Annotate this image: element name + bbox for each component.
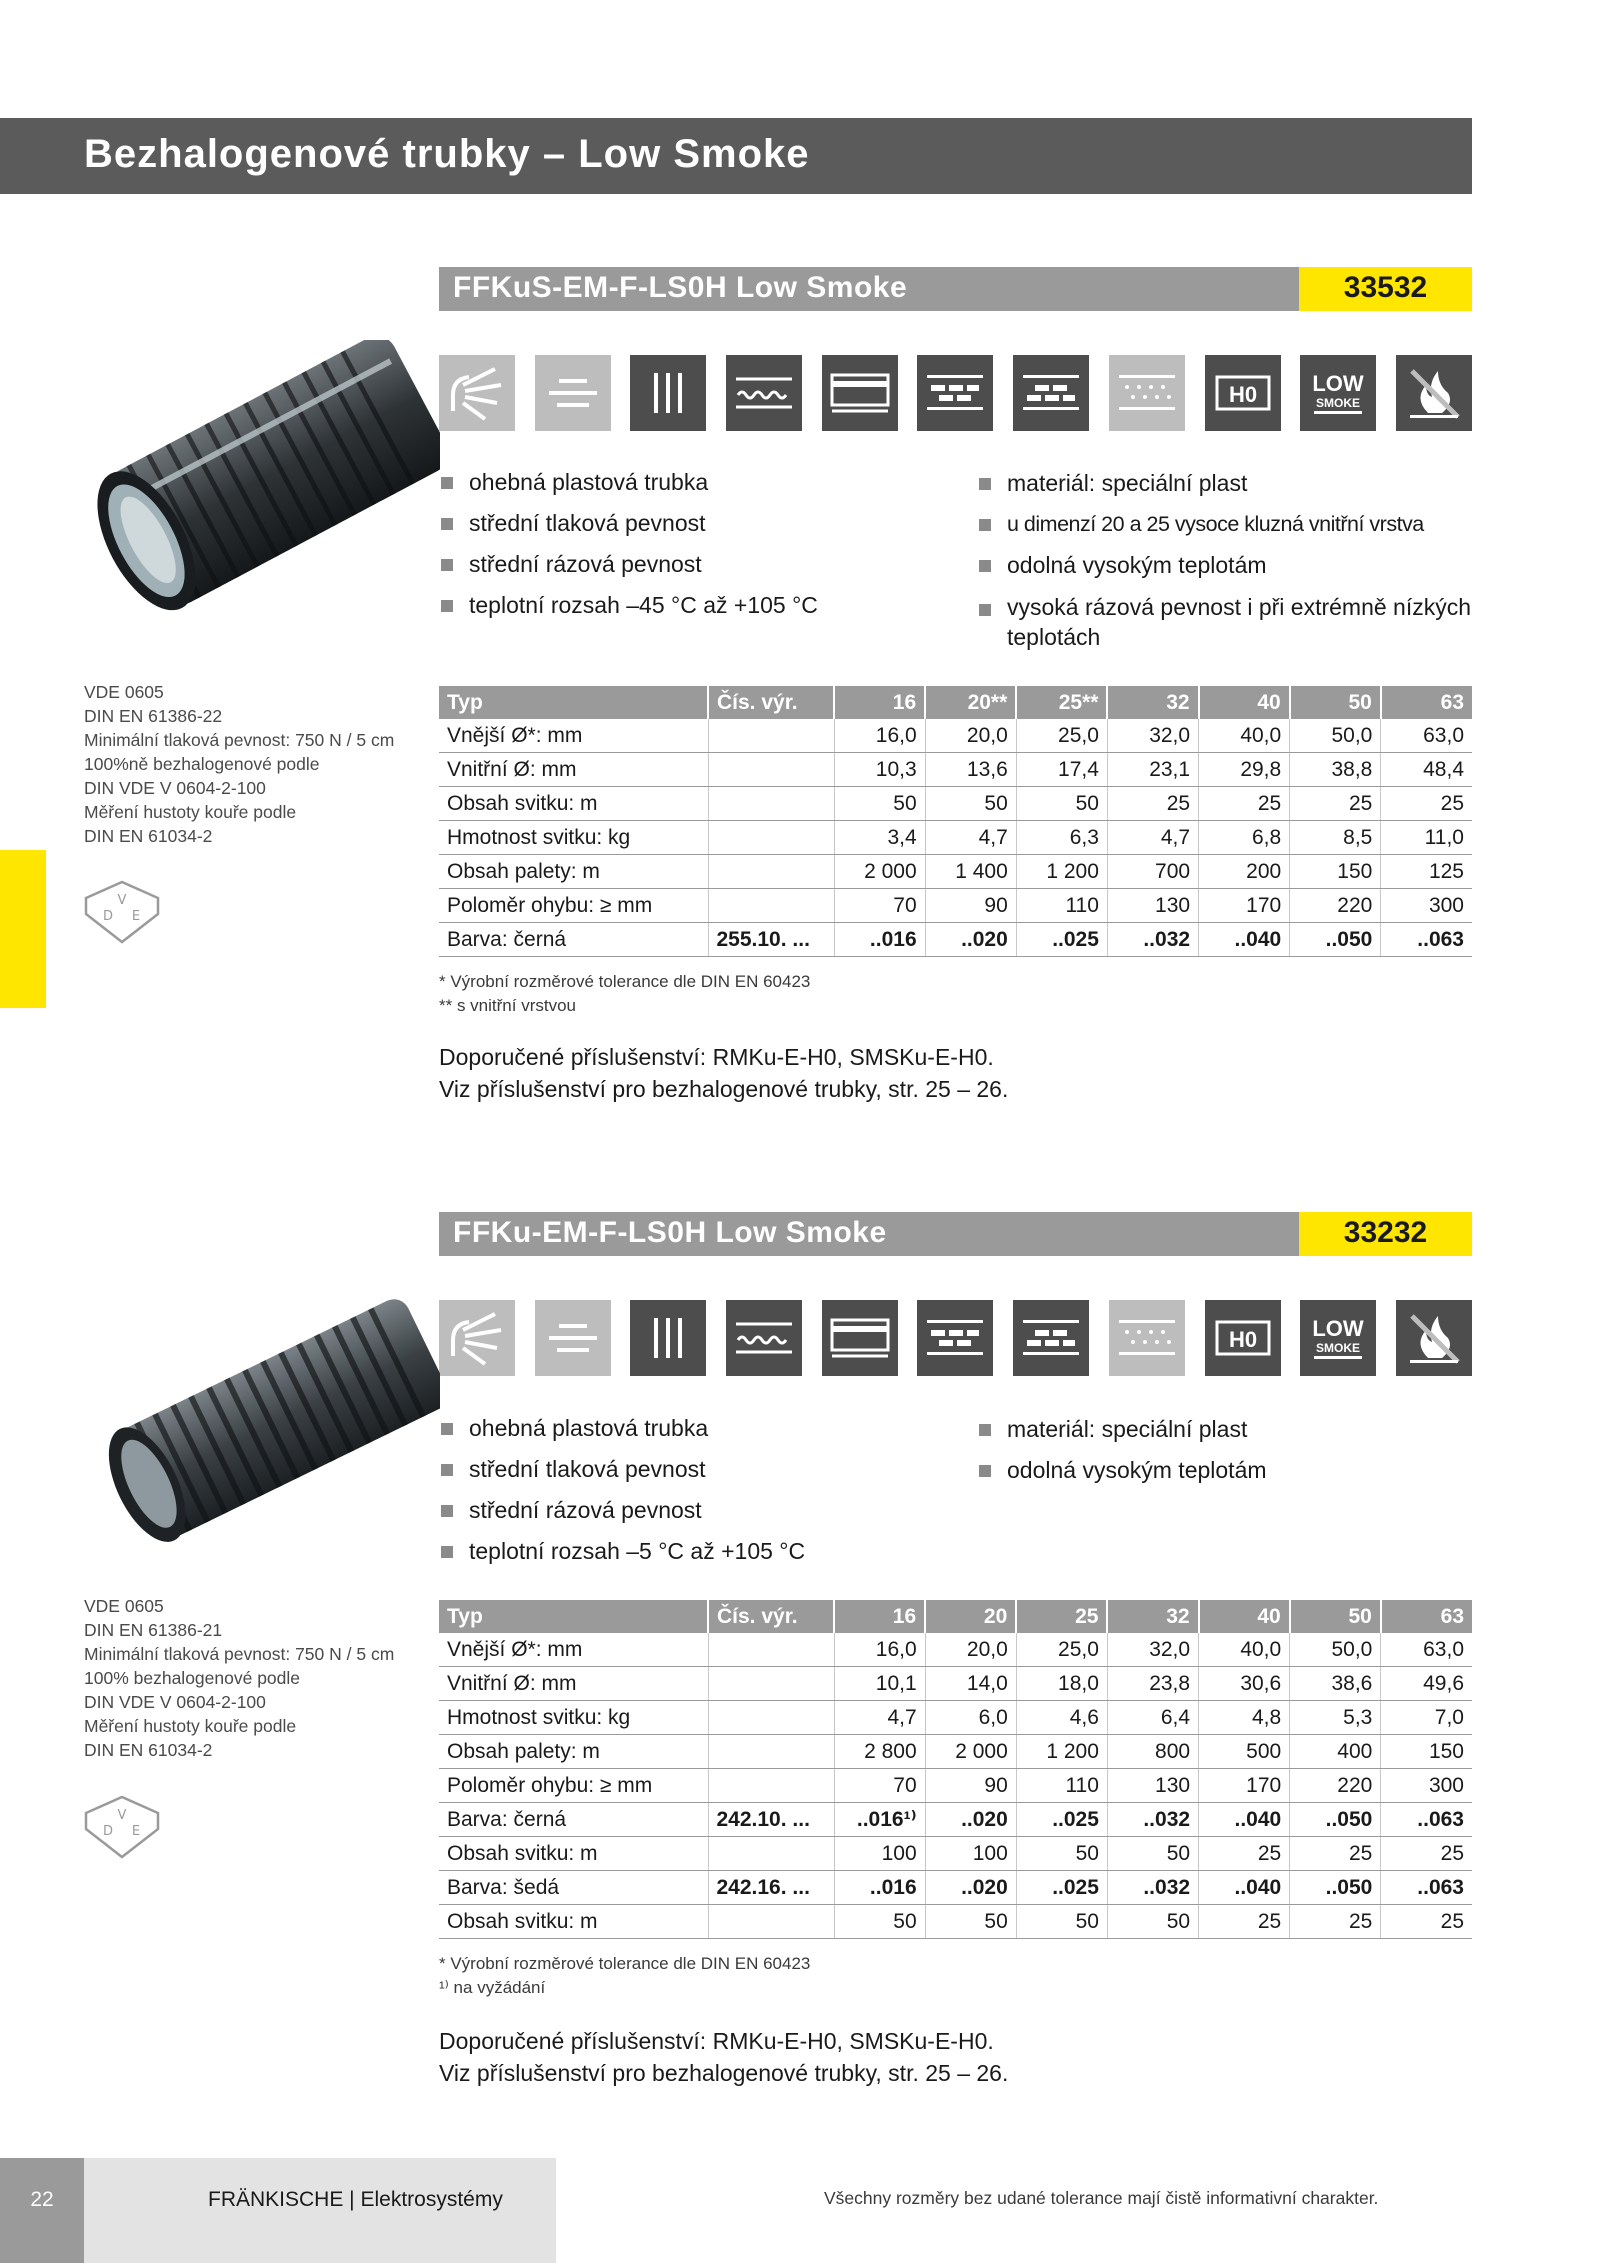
- table-cell: 6,8: [1199, 821, 1290, 855]
- low-smoke-icon: [1300, 1300, 1376, 1376]
- vde-mark-icon: [84, 880, 160, 944]
- table-cell: 700: [1107, 855, 1198, 889]
- feature-item: teplotní rozsah –5 °C až +105 °C: [439, 1531, 959, 1572]
- table-cell: 800: [1107, 1735, 1198, 1769]
- table-cell: ..025: [1016, 1871, 1107, 1905]
- column-header: Typ: [439, 1600, 708, 1633]
- product-title-bar: [439, 1212, 1299, 1256]
- table-cell: 200: [1199, 855, 1290, 889]
- product-code: 33532: [1343, 271, 1428, 304]
- table-cell: 30,6: [1199, 1667, 1290, 1701]
- no-fire-spread-icon: [1396, 1300, 1472, 1376]
- product-title-bar: [439, 267, 1299, 311]
- table-cell: 50: [1107, 1905, 1198, 1939]
- table-cell: 7,0: [1381, 1701, 1472, 1735]
- hollow-wall-icon: [1109, 355, 1185, 431]
- table-row: [439, 719, 1472, 753]
- table-cell: 25: [1107, 787, 1198, 821]
- feature-item: materiál: speciální plast: [977, 463, 1472, 504]
- standard-line: DIN VDE V 0604-2-100: [84, 1692, 266, 1712]
- table-cell: [708, 787, 834, 821]
- feature-item: střední tlaková pevnost: [439, 1449, 959, 1490]
- table-cell: ..025: [1016, 1803, 1107, 1837]
- table-cell: 242.16. ...: [708, 1871, 834, 1905]
- features-left: [439, 462, 959, 626]
- table-cell: 4,7: [834, 1701, 925, 1735]
- spec-table: [439, 686, 1472, 957]
- row-label: Obsah svitku: m: [439, 1905, 708, 1939]
- table-cell: 25: [1290, 787, 1381, 821]
- row-label: Barva: černá: [439, 923, 708, 957]
- accessories-line: Doporučené příslušenství: RMKu-E-H0, SMSKu-E-H0.: [439, 1044, 994, 1070]
- table-cell: 29,8: [1199, 753, 1290, 787]
- property-icons: [439, 1300, 1472, 1376]
- table-cell: 63,0: [1381, 1633, 1472, 1667]
- table-header-row: [439, 686, 1472, 719]
- column-header: 16: [834, 686, 925, 719]
- table-row: [439, 1803, 1472, 1837]
- table-cell: 8,5: [1290, 821, 1381, 855]
- table-cell: 49,6: [1381, 1667, 1472, 1701]
- table-row: [439, 1837, 1472, 1871]
- table-cell: ..063: [1381, 1803, 1472, 1837]
- section-tab-marker: [0, 850, 46, 1008]
- table-cell: 50,0: [1290, 719, 1381, 753]
- masonry-icon: [1013, 355, 1089, 431]
- feature-item: u dimenzí 20 a 25 vysoce kluzná vnitřní vrstva: [977, 504, 1472, 545]
- standard-line: DIN EN 61386-22: [84, 706, 223, 726]
- table-cell: 40,0: [1199, 1633, 1290, 1667]
- table-cell: 150: [1381, 1735, 1472, 1769]
- table-cell: 25: [1290, 1905, 1381, 1939]
- column-header: 32: [1107, 1600, 1198, 1633]
- svg-text:H0: H0: [1228, 1327, 1257, 1352]
- page-number: 22: [30, 2188, 54, 2211]
- embedded-concrete-icon: [726, 355, 802, 431]
- table-cell: 242.10. ...: [708, 1803, 834, 1837]
- column-header: 20: [925, 1600, 1016, 1633]
- table-row: [439, 1769, 1472, 1803]
- table-cell: 220: [1290, 1769, 1381, 1803]
- table-cell: [708, 1769, 834, 1803]
- table-header-row: [439, 1600, 1472, 1633]
- table-cell: 16,0: [834, 719, 925, 753]
- row-label: Hmotnost svitku: kg: [439, 1701, 708, 1735]
- page-title: Bezhalogenové trubky – Low Smoke: [84, 132, 810, 176]
- table-cell: 20,0: [925, 1633, 1016, 1667]
- table-cell: 1 400: [925, 855, 1016, 889]
- table-cell: 10,1: [834, 1667, 925, 1701]
- table-cell: 100: [925, 1837, 1016, 1871]
- table-cell: 6,4: [1107, 1701, 1198, 1735]
- row-label: Poloměr ohybu: ≥ mm: [439, 889, 708, 923]
- standard-line: Měření hustoty kouře podle: [84, 802, 297, 822]
- product-code-badge: [1299, 267, 1472, 311]
- footer-disclaimer: Všechny rozměry bez udané tolerance mají čistě informativní charakter.: [824, 2188, 1379, 2208]
- table-cell: [708, 1633, 834, 1667]
- light-pressure-icon: [535, 355, 611, 431]
- feature-item: ohebná plastová trubka: [439, 1408, 959, 1449]
- table-cell: 70: [834, 889, 925, 923]
- table-cell: ..063: [1381, 923, 1472, 957]
- standard-line: DIN VDE V 0604-2-100: [84, 778, 266, 798]
- table-cell: ..040: [1199, 1803, 1290, 1837]
- table-cell: 40,0: [1199, 719, 1290, 753]
- row-label: Vnější Ø*: mm: [439, 1633, 708, 1667]
- table-cell: 50: [1016, 787, 1107, 821]
- table-cell: 50: [925, 787, 1016, 821]
- feature-item: střední rázová pevnost: [439, 544, 959, 585]
- table-cell: 23,8: [1107, 1667, 1198, 1701]
- uv-resistance-icon: [439, 355, 515, 431]
- table-row: [439, 923, 1472, 957]
- table-cell: 6,0: [925, 1701, 1016, 1735]
- table-row: [439, 1701, 1472, 1735]
- row-label: Obsah palety: m: [439, 855, 708, 889]
- feature-item: materiál: speciální plast: [977, 1409, 1472, 1450]
- table-cell: 25: [1381, 1837, 1472, 1871]
- property-icons: [439, 355, 1472, 431]
- standard-line: VDE 0605: [84, 1596, 164, 1616]
- column-header: Čís. výr.: [708, 686, 834, 719]
- table-cell: 50: [1107, 1837, 1198, 1871]
- table-cell: 500: [1199, 1735, 1290, 1769]
- table-cell: 2 000: [925, 1735, 1016, 1769]
- table-cell: [708, 855, 834, 889]
- column-header: 25**: [1016, 686, 1107, 719]
- standard-line: 100% bezhalogenové podle: [84, 1668, 301, 1688]
- table-cell: 32,0: [1107, 1633, 1198, 1667]
- table-cell: 300: [1381, 889, 1472, 923]
- product-code-badge: [1299, 1212, 1472, 1256]
- table-cell: ..020: [925, 1871, 1016, 1905]
- accessories-note: [439, 1041, 1008, 1105]
- table-cell: 18,0: [1016, 1667, 1107, 1701]
- conduit-photo: [70, 340, 440, 660]
- table-cell: 130: [1107, 889, 1198, 923]
- table-cell: 90: [925, 1769, 1016, 1803]
- feature-item: ohebná plastová trubka: [439, 462, 959, 503]
- table-cell: 150: [1290, 855, 1381, 889]
- embedded-concrete-icon: [726, 1300, 802, 1376]
- surface-mount-icon: [822, 355, 898, 431]
- uv-resistance-icon: [439, 1300, 515, 1376]
- medium-pressure-icon: [630, 1300, 706, 1376]
- table-cell: 25,0: [1016, 1633, 1107, 1667]
- row-label: Vnitřní Ø: mm: [439, 1667, 708, 1701]
- table-cell: 16,0: [834, 1633, 925, 1667]
- halogen-free-icon: [1205, 355, 1281, 431]
- masonry-icon: [1013, 1300, 1089, 1376]
- table-row: [439, 889, 1472, 923]
- table-cell: 4,7: [1107, 821, 1198, 855]
- svg-text:LOW: LOW: [1312, 371, 1364, 396]
- table-row: [439, 1633, 1472, 1667]
- svg-text:SMOKE: SMOKE: [1316, 396, 1361, 410]
- table-cell: ..020: [925, 923, 1016, 957]
- table-cell: 25,0: [1016, 719, 1107, 753]
- footer-page-box: [0, 2158, 84, 2263]
- footnote: * Výrobní rozměrové tolerance dle DIN EN 60423: [439, 972, 811, 991]
- table-cell: 170: [1199, 889, 1290, 923]
- table-cell: 32,0: [1107, 719, 1198, 753]
- product-name: FFKuS-EM-F-LS0H Low Smoke: [453, 271, 908, 304]
- table-cell: ..050: [1290, 1803, 1381, 1837]
- table-cell: 17,4: [1016, 753, 1107, 787]
- table-cell: 25: [1199, 787, 1290, 821]
- table-cell: [708, 889, 834, 923]
- svg-text:SMOKE: SMOKE: [1316, 1341, 1361, 1355]
- table-cell: 63,0: [1381, 719, 1472, 753]
- table-cell: 2 000: [834, 855, 925, 889]
- table-cell: 5,3: [1290, 1701, 1381, 1735]
- table-cell: 23,1: [1107, 753, 1198, 787]
- row-label: Barva: černá: [439, 1803, 708, 1837]
- table-cell: 4,7: [925, 821, 1016, 855]
- table-cell: ..032: [1107, 923, 1198, 957]
- table-row: [439, 787, 1472, 821]
- table-cell: 50: [925, 1905, 1016, 1939]
- table-cell: [708, 1905, 834, 1939]
- column-header: 50: [1290, 686, 1381, 719]
- standard-line: DIN EN 61034-2: [84, 826, 213, 846]
- column-header: 20**: [925, 686, 1016, 719]
- table-cell: 3,4: [834, 821, 925, 855]
- table-cell: 1 200: [1016, 1735, 1107, 1769]
- table-cell: 10,3: [834, 753, 925, 787]
- svg-text:D: D: [102, 1824, 114, 1839]
- footnote: ¹⁾ na vyžádání: [439, 1978, 546, 1997]
- table-cell: 100: [834, 1837, 925, 1871]
- footnotes: [439, 1952, 810, 2000]
- svg-text:H0: H0: [1228, 382, 1257, 407]
- table-cell: 130: [1107, 1769, 1198, 1803]
- svg-text:V: V: [117, 893, 127, 908]
- table-cell: 48,4: [1381, 753, 1472, 787]
- table-cell: [708, 719, 834, 753]
- table-cell: 50: [834, 1905, 925, 1939]
- footer-brand: FRÄNKISCHE | Elektrosystémy: [208, 2188, 503, 2211]
- table-cell: ..032: [1107, 1803, 1198, 1837]
- table-cell: [708, 1701, 834, 1735]
- table-cell: [708, 821, 834, 855]
- table-cell: ..025: [1016, 923, 1107, 957]
- product-code: 33232: [1343, 1216, 1428, 1249]
- table-cell: 110: [1016, 1769, 1107, 1803]
- table-cell: 125: [1381, 855, 1472, 889]
- column-header: 63: [1381, 686, 1472, 719]
- accessories-note: [439, 2025, 1008, 2089]
- footnote: * Výrobní rozměrové tolerance dle DIN EN 60423: [439, 1954, 811, 1973]
- table-cell: [708, 753, 834, 787]
- table-cell: ..016: [834, 1871, 925, 1905]
- table-row: [439, 1905, 1472, 1939]
- svg-text:V: V: [117, 1808, 127, 1823]
- accessories-line: Viz příslušenství pro bezhalogenové trubky, str. 25 – 26.: [439, 2060, 1009, 2086]
- brick-wall-icon: [917, 1300, 993, 1376]
- standard-line: DIN EN 61034-2: [84, 1740, 213, 1760]
- table-cell: 70: [834, 1769, 925, 1803]
- row-label: Hmotnost svitku: kg: [439, 821, 708, 855]
- standard-line: 100%ně bezhalogenové podle: [84, 754, 320, 774]
- table-cell: 38,6: [1290, 1667, 1381, 1701]
- table-cell: 1 200: [1016, 855, 1107, 889]
- table-cell: 170: [1199, 1769, 1290, 1803]
- features-right: [977, 463, 1472, 657]
- table-row: [439, 821, 1472, 855]
- table-cell: 220: [1290, 889, 1381, 923]
- row-label: Vnitřní Ø: mm: [439, 753, 708, 787]
- table-row: [439, 855, 1472, 889]
- table-cell: ..032: [1107, 1871, 1198, 1905]
- medium-pressure-icon: [630, 355, 706, 431]
- standards-notes: [84, 680, 444, 848]
- table-cell: 400: [1290, 1735, 1381, 1769]
- light-pressure-icon: [535, 1300, 611, 1376]
- features-right: [977, 1409, 1472, 1491]
- feature-item: střední rázová pevnost: [439, 1490, 959, 1531]
- surface-mount-icon: [822, 1300, 898, 1376]
- table-cell: ..063: [1381, 1871, 1472, 1905]
- hollow-wall-icon: [1109, 1300, 1185, 1376]
- table-row: [439, 753, 1472, 787]
- row-label: Vnější Ø*: mm: [439, 719, 708, 753]
- column-header: 40: [1199, 686, 1290, 719]
- svg-text:D: D: [102, 909, 114, 924]
- table-cell: 14,0: [925, 1667, 1016, 1701]
- table-cell: 4,8: [1199, 1701, 1290, 1735]
- features-left: [439, 1408, 959, 1572]
- table-cell: 300: [1381, 1769, 1472, 1803]
- footnotes: [439, 970, 810, 1018]
- product-name: FFKu-EM-F-LS0H Low Smoke: [453, 1216, 887, 1249]
- accessories-line: Viz příslušenství pro bezhalogenové trubky, str. 25 – 26.: [439, 1076, 1009, 1102]
- spec-table: [439, 1600, 1472, 1939]
- table-cell: 11,0: [1381, 821, 1472, 855]
- table-cell: ..016¹⁾: [834, 1803, 925, 1837]
- table-cell: 50: [834, 787, 925, 821]
- standard-line: Měření hustoty kouře podle: [84, 1716, 297, 1736]
- table-row: [439, 1871, 1472, 1905]
- table-cell: 6,3: [1016, 821, 1107, 855]
- standard-line: Minimální tlaková pevnost: 750 N / 5 cm: [84, 730, 395, 750]
- feature-item: teplotní rozsah –45 °C až +105 °C: [439, 585, 959, 626]
- accessories-line: Doporučené příslušenství: RMKu-E-H0, SMSKu-E-H0.: [439, 2028, 994, 2054]
- table-cell: [708, 1837, 834, 1871]
- table-cell: ..050: [1290, 923, 1381, 957]
- table-cell: ..016: [834, 923, 925, 957]
- low-smoke-icon: [1300, 355, 1376, 431]
- table-cell: 38,8: [1290, 753, 1381, 787]
- column-header: 63: [1381, 1600, 1472, 1633]
- standard-line: DIN EN 61386-21: [84, 1620, 223, 1640]
- table-cell: 50,0: [1290, 1633, 1381, 1667]
- table-row: [439, 1667, 1472, 1701]
- svg-text:E: E: [131, 1824, 141, 1839]
- page-header: [0, 118, 1472, 194]
- table-cell: 25: [1199, 1837, 1290, 1871]
- table-cell: ..050: [1290, 1871, 1381, 1905]
- footer-brand-box: [84, 2158, 556, 2263]
- table-cell: 25: [1199, 1905, 1290, 1939]
- table-cell: 25: [1381, 1905, 1472, 1939]
- table-row: [439, 1735, 1472, 1769]
- table-cell: 50: [1016, 1837, 1107, 1871]
- feature-item: střední tlaková pevnost: [439, 503, 959, 544]
- table-cell: 2 800: [834, 1735, 925, 1769]
- column-header: 32: [1107, 686, 1198, 719]
- table-cell: 4,6: [1016, 1701, 1107, 1735]
- column-header: 25: [1016, 1600, 1107, 1633]
- table-cell: 110: [1016, 889, 1107, 923]
- row-label: Barva: šedá: [439, 1871, 708, 1905]
- column-header: 40: [1199, 1600, 1290, 1633]
- row-label: Poloměr ohybu: ≥ mm: [439, 1769, 708, 1803]
- table-cell: 25: [1290, 1837, 1381, 1871]
- table-cell: 25: [1381, 787, 1472, 821]
- table-cell: 50: [1016, 1905, 1107, 1939]
- row-label: Obsah svitku: m: [439, 1837, 708, 1871]
- conduit-photo: [60, 1290, 440, 1590]
- svg-text:E: E: [131, 909, 141, 924]
- standard-line: VDE 0605: [84, 682, 164, 702]
- table-cell: [708, 1735, 834, 1769]
- vde-mark-icon: [84, 1795, 160, 1859]
- table-cell: ..020: [925, 1803, 1016, 1837]
- column-header: Typ: [439, 686, 708, 719]
- feature-item: odolná vysokým teplotám: [977, 545, 1472, 586]
- footnote: ** s vnitřní vrstvou: [439, 996, 576, 1015]
- table-cell: [708, 1667, 834, 1701]
- no-fire-spread-icon: [1396, 355, 1472, 431]
- brick-wall-icon: [917, 355, 993, 431]
- table-cell: ..040: [1199, 923, 1290, 957]
- column-header: Čís. výr.: [708, 1600, 834, 1633]
- feature-item: odolná vysokým teplotám: [977, 1450, 1472, 1491]
- table-cell: 13,6: [925, 753, 1016, 787]
- table-cell: ..040: [1199, 1871, 1290, 1905]
- feature-item: vysoká rázová pevnost i při extrémně nízkých teplotách: [977, 586, 1472, 657]
- row-label: Obsah palety: m: [439, 1735, 708, 1769]
- standards-notes: [84, 1594, 444, 1762]
- table-cell: 90: [925, 889, 1016, 923]
- row-label: Obsah svitku: m: [439, 787, 708, 821]
- standard-line: Minimální tlaková pevnost: 750 N / 5 cm: [84, 1644, 395, 1664]
- table-cell: 255.10. ...: [708, 923, 834, 957]
- table-cell: 20,0: [925, 719, 1016, 753]
- svg-text:LOW: LOW: [1312, 1316, 1364, 1341]
- column-header: 16: [834, 1600, 925, 1633]
- halogen-free-icon: [1205, 1300, 1281, 1376]
- column-header: 50: [1290, 1600, 1381, 1633]
